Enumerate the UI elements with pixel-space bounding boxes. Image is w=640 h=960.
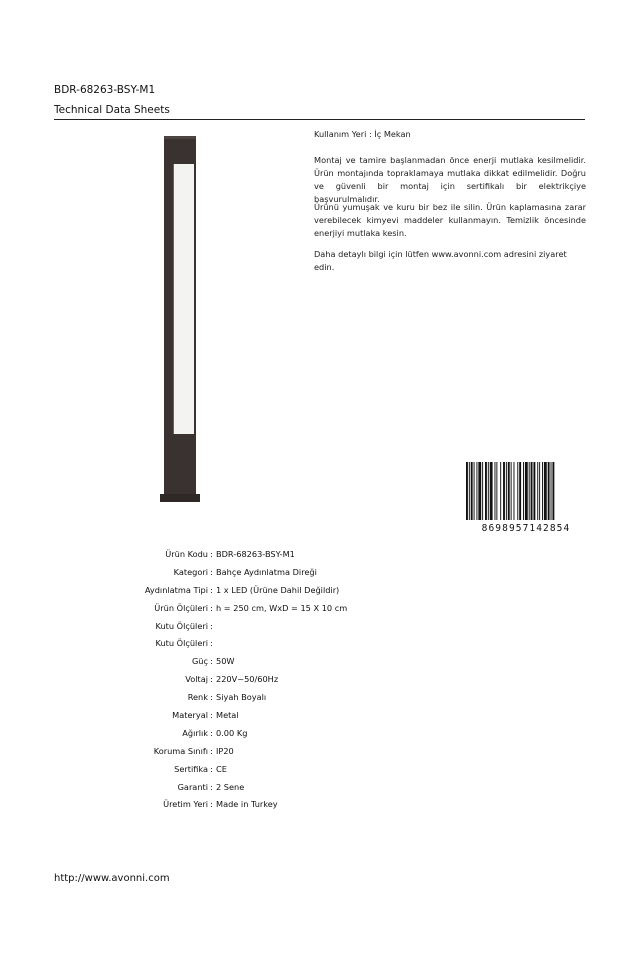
barcode-bar (511, 462, 512, 520)
spec-row (54, 599, 347, 617)
spec-row (54, 545, 347, 563)
spec-row (54, 617, 347, 635)
barcode-bar (519, 462, 521, 520)
spec-label: Kutu Ölçüleri (155, 620, 208, 631)
barcode-bar (544, 462, 547, 520)
spec-label: Garanti (177, 781, 208, 792)
spec-separator: : (210, 656, 213, 667)
barcode-bar (482, 462, 483, 520)
product-image-light-pole (160, 136, 200, 502)
barcode-bar (548, 462, 550, 520)
spec-separator: : (210, 566, 213, 577)
barcode-bar (523, 462, 524, 520)
spec-separator: : (210, 692, 213, 703)
spec-row (54, 724, 347, 742)
spec-label: Ürün Ölçüleri (154, 602, 208, 613)
barcode-bar (508, 462, 510, 520)
barcode-bar (474, 462, 475, 520)
barcode-bar (506, 462, 507, 520)
barcode-bar (469, 462, 470, 520)
document-subtitle: Technical Data Sheets (54, 104, 170, 116)
barcode-bar (503, 462, 505, 520)
spec-value: h = 250 cm, WxD = 15 X 10 cm (216, 602, 348, 613)
spec-label: Sertifika (174, 763, 208, 774)
spec-label: Renk (187, 692, 208, 703)
barcode-bar (514, 462, 515, 520)
spec-value: Metal (216, 709, 239, 720)
barcode-bar (531, 462, 533, 520)
spec-value: BDR-68263-BSY-M1 (216, 548, 295, 559)
spec-table (54, 545, 347, 813)
usage-location: Kullanım Yeri : İç Mekan (314, 129, 411, 139)
barcode-bar (552, 462, 554, 520)
spec-label: Aydınlatma Tipi (144, 584, 208, 595)
barcode-bar (478, 462, 481, 520)
spec-label: Kategori (173, 566, 208, 577)
spec-row (54, 760, 347, 778)
spec-separator: : (210, 745, 213, 756)
spec-label: Ürün Kodu (165, 548, 208, 559)
spec-label: Koruma Sınıfı (153, 745, 208, 756)
pole-cap (164, 136, 196, 139)
spec-label: Güç (191, 656, 208, 667)
barcode-bar (466, 462, 468, 520)
spec-value: 220V~50/60Hz (216, 674, 279, 685)
spec-value: 0.00 Kg (216, 727, 248, 738)
barcode-bar (517, 462, 518, 520)
barcode-bar (539, 462, 540, 520)
website-link[interactable]: http://www.avonni.com (54, 873, 170, 884)
spec-row (54, 581, 347, 599)
spec-row (54, 688, 347, 706)
pole-base (160, 494, 200, 502)
spec-row (54, 652, 347, 670)
barcode-bar (495, 462, 496, 520)
spec-separator: : (210, 727, 213, 738)
barcode-bar (525, 462, 528, 520)
spec-separator: : (210, 548, 213, 559)
barcode-bar (485, 462, 487, 520)
spec-value: Made in Turkey (216, 799, 278, 810)
spec-row (54, 795, 347, 813)
spec-row (54, 706, 347, 724)
spec-value: CE (216, 763, 227, 774)
spec-separator: : (210, 638, 213, 649)
barcode-bar (496, 462, 497, 520)
spec-separator: : (210, 620, 213, 631)
spec-label: Üretim Yeri (163, 799, 208, 810)
spec-label: Voltaj (185, 674, 208, 685)
spec-value: Bahçe Aydınlatma Direği (216, 566, 317, 577)
spec-value: 2 Sene (216, 781, 245, 792)
barcode-bar (551, 462, 552, 520)
spec-label: Ağırlık (182, 727, 208, 738)
cleaning-note: Ürünü yumuşak ve kuru bir bez ile silin. Ürün kaplamasına zarar verebilecek kimyevi maddeler kullanmayın. Temizlik öncesinde enerjiyi mutlaka kesin. (314, 202, 586, 238)
spec-row (54, 670, 347, 688)
spec-row (54, 778, 347, 796)
barcode-bar (529, 462, 530, 520)
spec-separator: : (210, 674, 213, 685)
more-info-note: Daha detaylı bilgi için lütfen www.avonni.com adresini ziyaret edin. (314, 249, 567, 272)
barcode-bar (533, 462, 535, 520)
barcode-bar (488, 462, 489, 520)
spec-label: Materyal (172, 709, 208, 720)
spec-row (54, 742, 347, 760)
spec-row (54, 634, 347, 652)
spec-separator: : (210, 709, 213, 720)
spec-separator: : (210, 781, 213, 792)
barcode-bar (471, 462, 473, 520)
spec-label: Kutu Ölçüleri (155, 638, 208, 649)
barcode-bar (490, 462, 493, 520)
barcode-bar (500, 462, 501, 520)
pole-light-panel (173, 164, 194, 434)
barcode-number: 8698957142854 (481, 523, 571, 534)
barcode-bar (476, 462, 477, 520)
barcode (466, 462, 586, 534)
spec-value: Siyah Boyalı (216, 692, 267, 703)
barcode-bar (537, 462, 538, 520)
product-code-title: BDR-68263-BSY-M1 (54, 84, 156, 96)
barcode-bar (542, 462, 543, 520)
spec-separator: : (210, 763, 213, 774)
header-divider (54, 119, 585, 120)
spec-separator: : (210, 602, 213, 613)
spec-value: 1 x LED (Ürüne Dahil Değildir) (216, 584, 340, 595)
installation-note: Montaj ve tamire başlanmadan önce enerji mutlaka kesilmelidir. Ürün montajında topraklamaya mutlaka dikkat edilmelidir. Doğru ve güvenli bir montaj için sertifikalı bir elektrikçiye başvurulmalıdır. (314, 155, 586, 204)
spec-value: 50W (216, 656, 235, 667)
spec-row (54, 563, 347, 581)
spec-separator: : (210, 584, 213, 595)
spec-separator: : (210, 799, 213, 810)
spec-value: IP20 (216, 745, 234, 756)
